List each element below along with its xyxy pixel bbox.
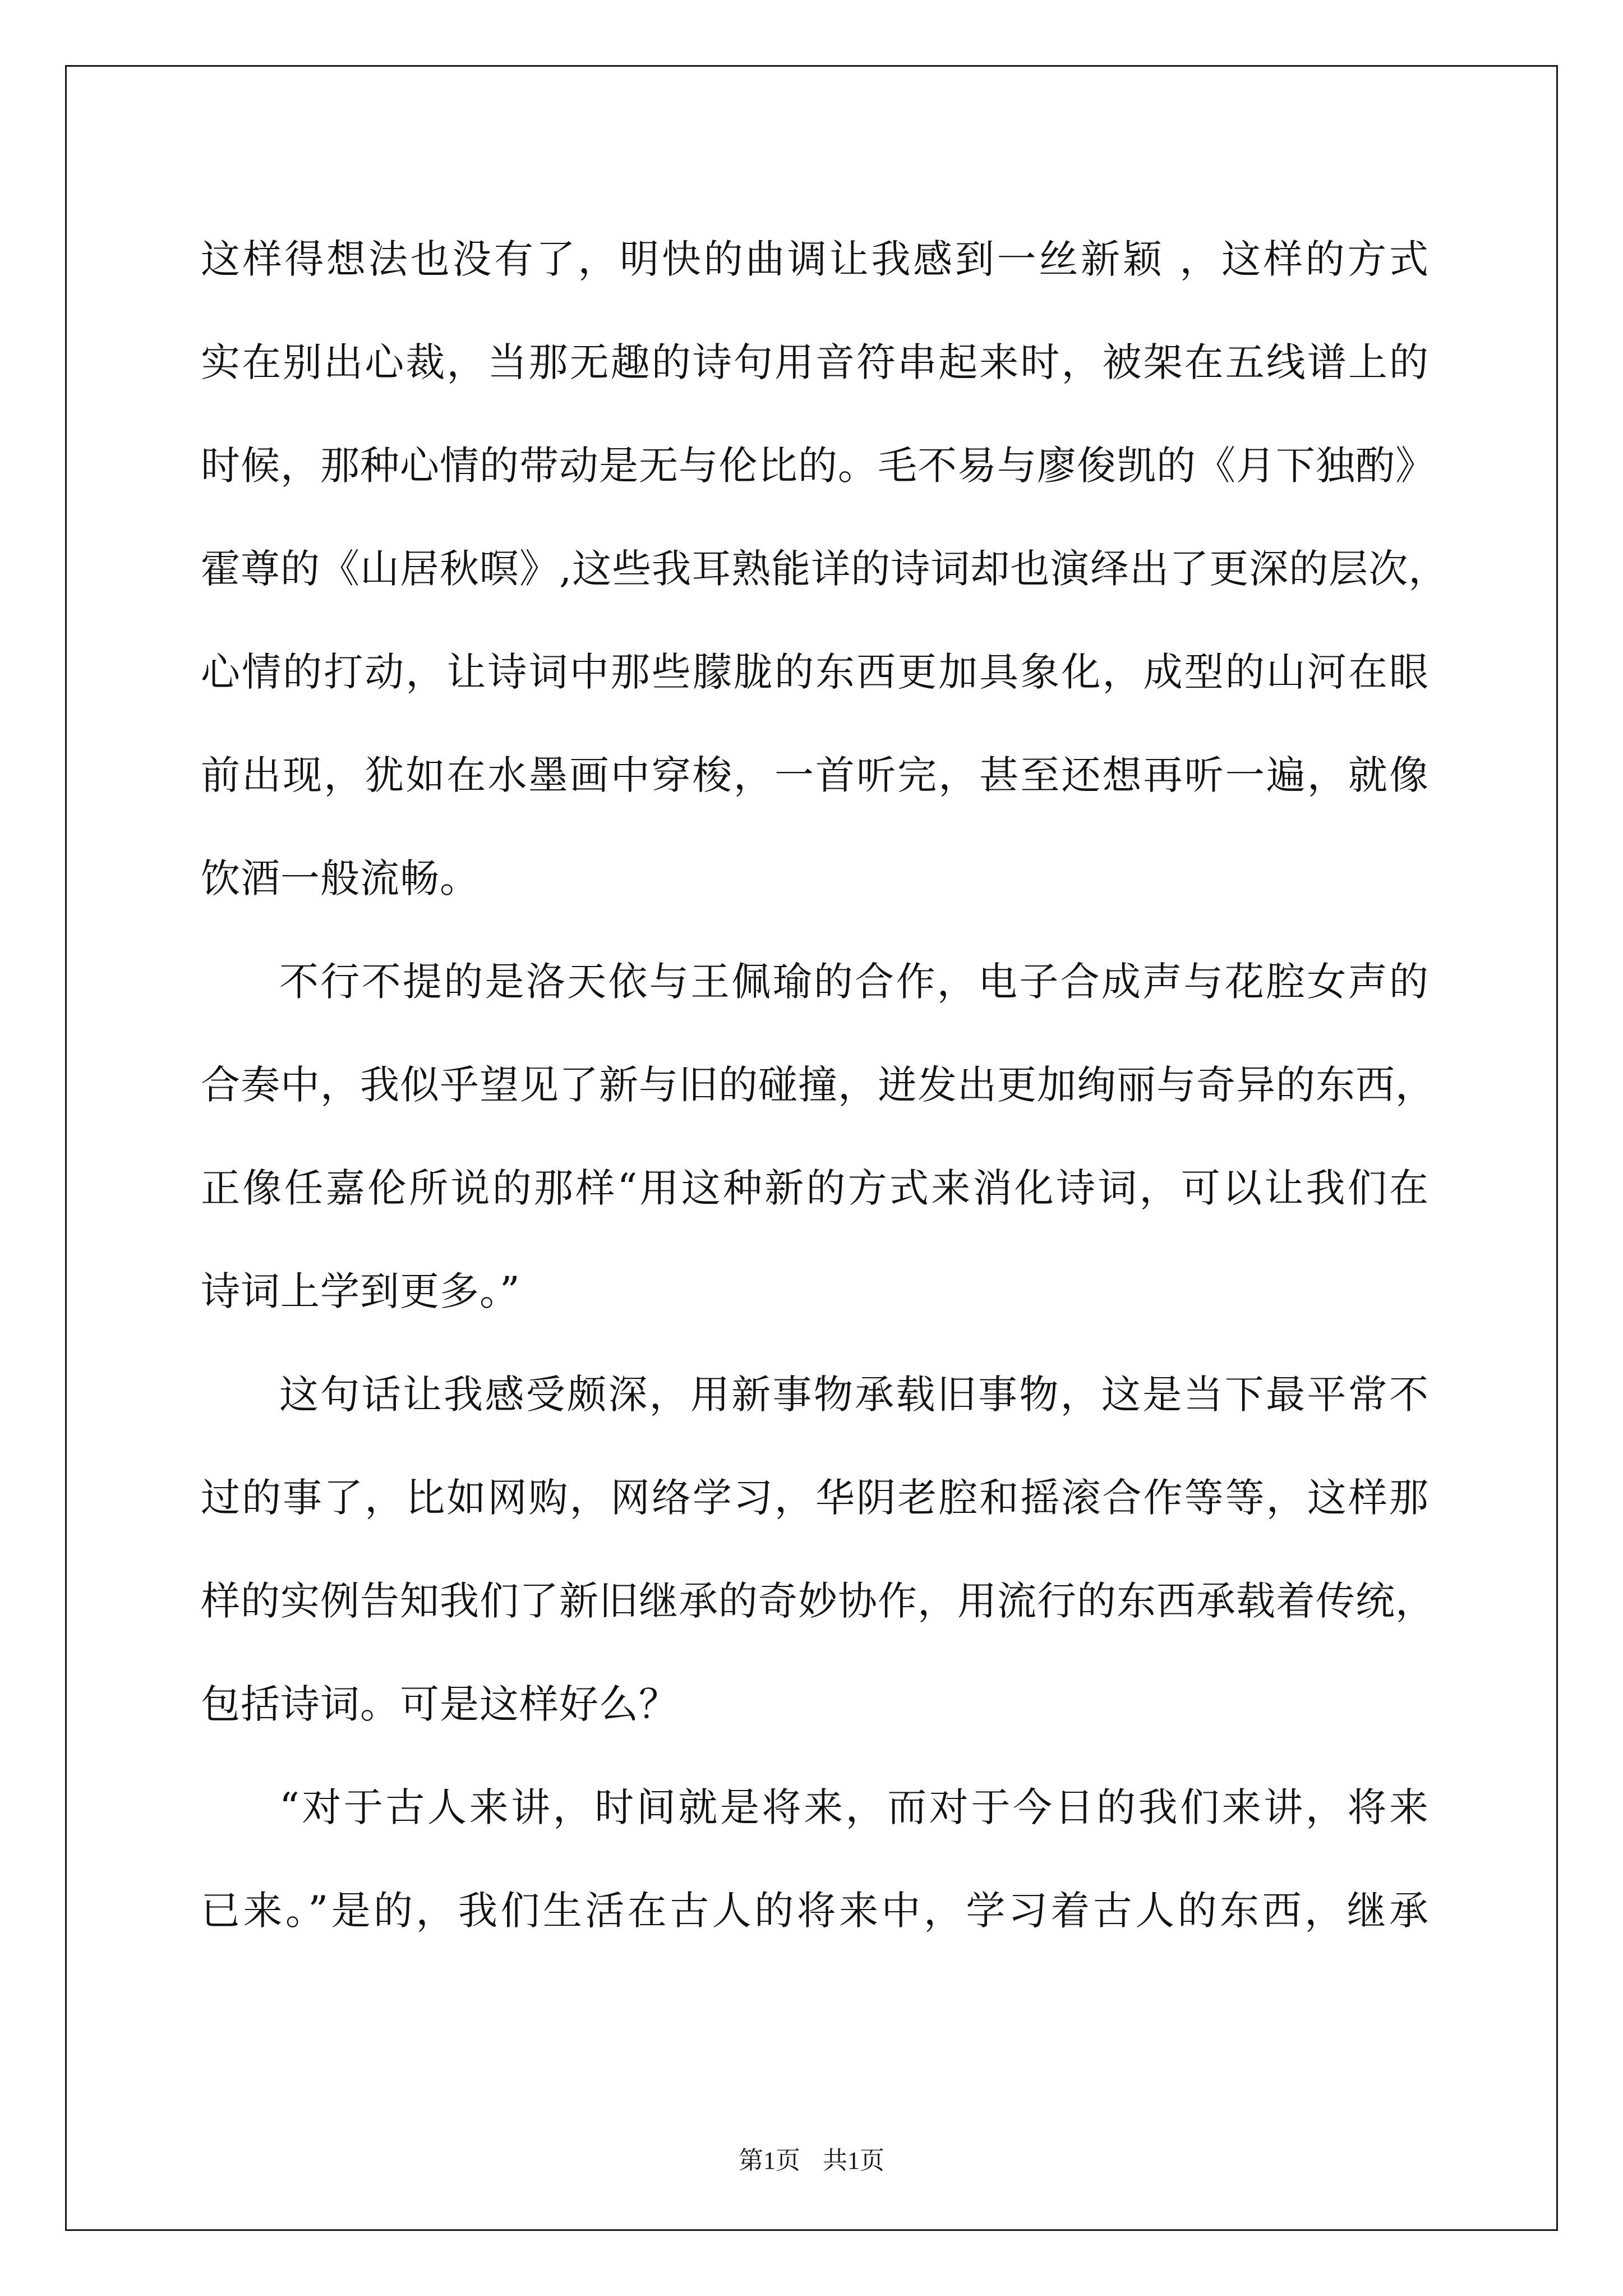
- text-line: 包括诗词。可是这样好么？: [201, 1681, 679, 1727]
- text-line: 时候，那种心情的带动是无与伦比的。毛不易与廖俊凯的《月下独酌》: [201, 443, 1435, 489]
- text-line: 这样得想法也没有了，明快的曲调让我感到一丝新颖 ，这样的方式: [201, 236, 1429, 282]
- text-line: 合奏中，我似乎望见了新与旧的碰撞，迸发出更加绚丽与奇异的东西，: [201, 1062, 1435, 1108]
- page-count: 共1页: [823, 2147, 884, 2174]
- paragraph-start-line: 不行不提的是洛天依与王佩瑜的合作，电子合成声与花腔女声的: [279, 959, 1429, 1005]
- text-line: 正像任嘉伦所说的那样“用这种新的方式来消化诗词，可以让我们在: [201, 1165, 1429, 1211]
- page-number: 第1页: [739, 2147, 800, 2174]
- text-line: 霍尊的《山居秋暝》,这些我耳熟能详的诗词却也演绎出了更深的层次，: [201, 546, 1449, 592]
- text-line: 实在别出心裁，当那无趣的诗句用音符串起来时，被架在五线谱上的: [201, 339, 1429, 385]
- text-line: 已来。”是的，我们生活在古人的将来中，学习着古人的东西，继承: [201, 1888, 1429, 1934]
- paragraph-start-line: “对于古人来讲，时间就是将来，而对于今日的我们来讲，将来: [279, 1784, 1429, 1830]
- text-line: 心情的打动，让诗词中那些朦胧的东西更加具象化，成型的山河在眼: [201, 649, 1429, 695]
- text-line: 饮酒一般流畅。: [201, 855, 479, 901]
- paragraph-start-line: 这句话让我感受颇深，用新事物承载旧事物，这是当下最平常不: [279, 1372, 1429, 1418]
- text-line: 样的实例告知我们了新旧继承的奇妙协作，用流行的东西承载着传统，: [201, 1578, 1435, 1624]
- text-line: 过的事了，比如网购，网络学习，华阴老腔和摇滚合作等等，这样那: [201, 1475, 1429, 1521]
- text-line: 诗词上学到更多。”: [201, 1268, 520, 1314]
- document-body: [201, 208, 1449, 1962]
- page-footer: [0, 2144, 1623, 2178]
- text-line: 前出现，犹如在水墨画中穿梭，一首听完，甚至还想再听一遍，就像: [201, 752, 1429, 798]
